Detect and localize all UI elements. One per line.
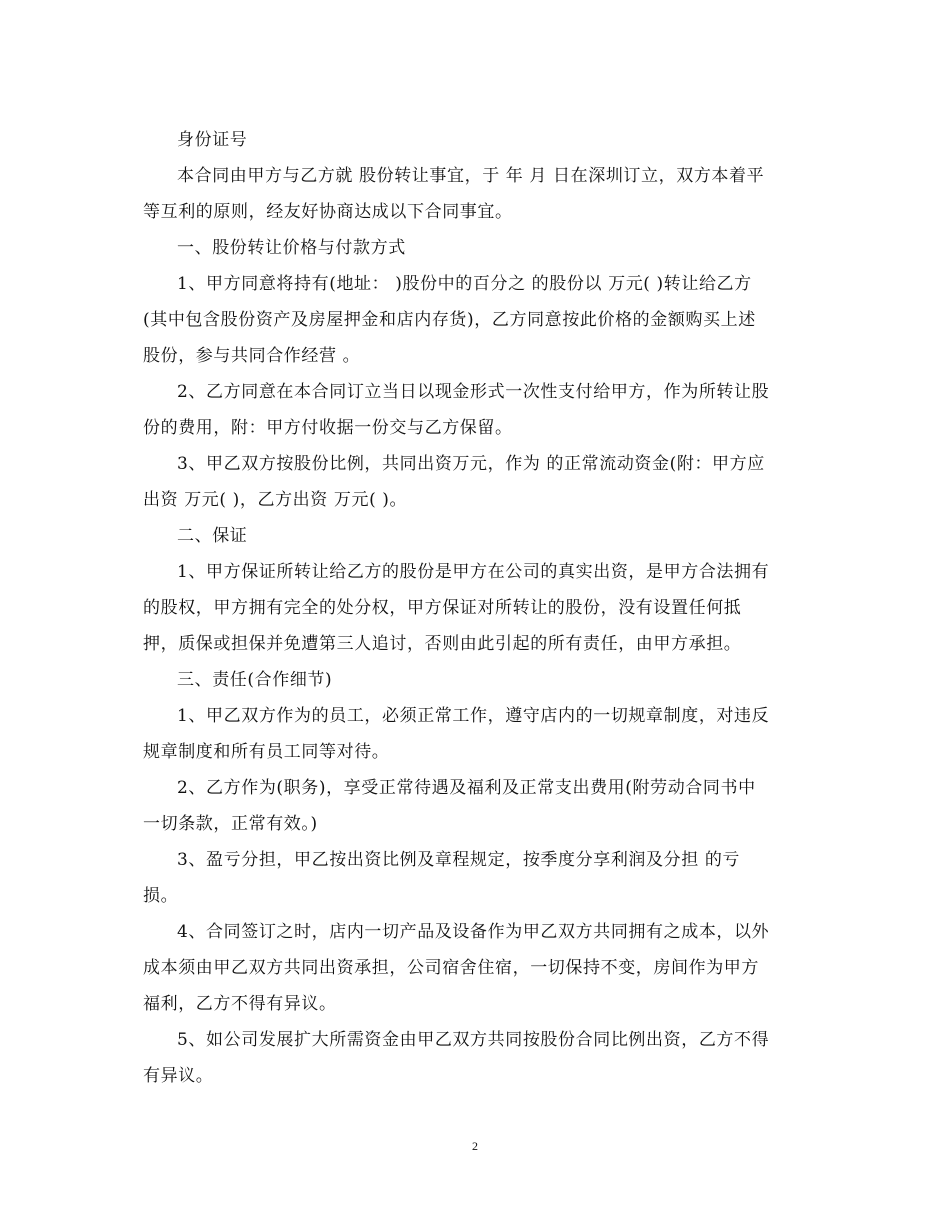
clause-1-3-line-1: 3、甲乙双方按股份比例，共同出资万元，作为 的正常流动资金(附：甲方应 bbox=[177, 454, 765, 474]
section-heading-responsibility: 三、责任(合作细节) bbox=[177, 670, 333, 690]
clause-3-2-line-2: 一切条款，正常有效。) bbox=[143, 814, 318, 834]
id-number-label: 身份证号 bbox=[177, 130, 248, 150]
clause-2-1-line-3: 押，质保或担保并免遭第三人追讨，否则由此引起的所有责任，由甲方承担。 bbox=[143, 634, 742, 654]
clause-3-3-line-2: 损。 bbox=[143, 886, 179, 906]
clause-3-4-line-2: 成本须由甲乙双方共同出资承担，公司宿舍住宿，一切保持不变，房间作为甲方 bbox=[143, 958, 759, 978]
clause-1-1-line-2: (其中包含股份资产及房屋押金和店内存货)，乙方同意按此价格的金额购买上述 bbox=[143, 310, 756, 330]
clause-3-4-line-1: 4、合同签订之时，店内一切产品及设备作为甲乙双方共同拥有之成本，以外 bbox=[177, 922, 770, 942]
clause-1-1-line-1: 1、甲方同意将持有(地址： )股份中的百分之 的股份以 万元( )转让给乙方 bbox=[177, 274, 752, 294]
clause-2-1-line-2: 的股权，甲方拥有完全的处分权，甲方保证对所转让的股份，没有设置任何抵 bbox=[143, 598, 742, 618]
clause-3-2-line-1: 2、乙方作为(职务)，享受正常待遇及福利及正常支出费用(附劳动合同书中 bbox=[177, 778, 756, 798]
clause-3-5-line-2: 有异议。 bbox=[143, 1066, 214, 1086]
page-number: 2 bbox=[472, 1139, 478, 1153]
clause-3-4-line-3: 福利，乙方不得有异议。 bbox=[143, 994, 337, 1014]
clause-1-2-line-2: 份的费用，附：甲方付收据一份交与乙方保留。 bbox=[143, 418, 513, 438]
section-heading-guarantee: 二、保证 bbox=[177, 526, 248, 546]
clause-1-2-line-1: 2、乙方同意在本合同订立当日以现金形式一次性支付给甲方，作为所转让股 bbox=[177, 382, 770, 402]
clause-1-1-line-3: 股份，参与共同合作经营 。 bbox=[143, 346, 361, 366]
clause-3-1-line-2: 规章制度和所有员工同等对待。 bbox=[143, 742, 390, 762]
clause-1-3-line-2: 出资 万元( )，乙方出资 万元( )。 bbox=[143, 490, 408, 510]
section-heading-price-payment: 一、股份转让价格与付款方式 bbox=[177, 238, 406, 258]
clause-3-1-line-1: 1、甲乙双方作为的员工，必须正常工作，遵守店内的一切规章制度，对违反 bbox=[177, 706, 770, 726]
clause-2-1-line-1: 1、甲方保证所转让给乙方的股份是甲方在公司的真实出资，是甲方合法拥有 bbox=[177, 562, 770, 582]
clause-3-3-line-1: 3、盈亏分担，甲乙按出资比例及章程规定，按季度分享利润及分担 的亏 bbox=[177, 850, 741, 870]
preamble-line-2: 等互利的原则，经友好协商达成以下合同事宜。 bbox=[143, 202, 513, 222]
clause-3-5-line-1: 5、如公司发展扩大所需资金由甲乙双方共同按股份合同比例出资，乙方不得 bbox=[177, 1030, 770, 1050]
preamble-line-1: 本合同由甲方与乙方就 股份转让事宜，于 年 月 日在深圳订立，双方本着平 bbox=[177, 166, 765, 186]
